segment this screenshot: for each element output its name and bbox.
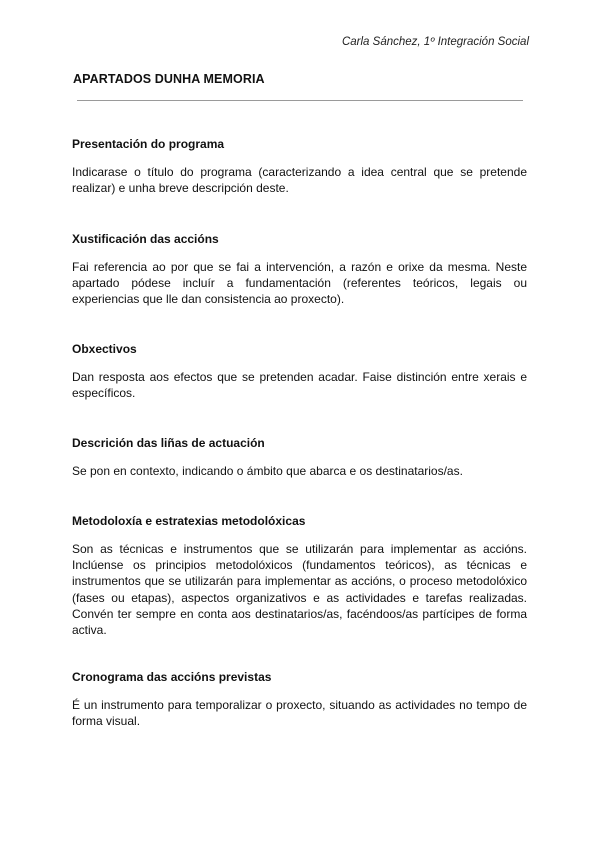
section-heading: Metodoloxía e estratexias metodolóxicas: [72, 514, 306, 528]
section-obxectivos: [72, 342, 527, 401]
section-body: É un instrumento para temporalizar o proxecto, situando as actividades no tempo de forma visual.: [72, 698, 527, 729]
section-presentacion: [72, 137, 527, 196]
section-heading: Presentación do programa: [72, 137, 225, 151]
header-author: Carla Sánchez, 1º Integración Social: [341, 36, 529, 48]
section-xustificacion: [72, 232, 527, 308]
section-metodoloxia: [72, 514, 527, 638]
section-heading: Xustificación das accións: [72, 232, 219, 246]
section-body: Fai referencia ao por que se fai a intervención, a razón e orixe da mesma. Neste apartado pódese incluír a fundamentación (referentes teóricos, legais ou experiencias que lle dan consistencia ao proxecto).: [72, 260, 527, 307]
section-body: Son as técnicas e instrumentos que se utilizarán para implementar as accións. Inclúense os principios metodolóxicos (fundamentos teóricos), as técnicas e instrumentos que se utilizarán para implementar as accións, o proceso metodolóxico (fases ou etapas), aspectos organizativos e as actividades e tarefas realizadas. Convén ter sempre en conta aos destinatarios/as, facéndoos/as partícipes de forma activa.: [72, 542, 527, 638]
section-body: Dan resposta aos efectos que se pretenden acadar. Faise distinción entre xerais e específicos.: [72, 370, 527, 401]
document-title: APARTADOS DUNHA MEMORIA: [73, 72, 265, 86]
section-heading: Obxectivos: [72, 342, 137, 356]
section-cronograma: [72, 670, 527, 729]
section-body: Indicarase o título do programa (caracterizando a idea central que se pretende realizar) e unha breve descripción deste.: [72, 165, 527, 196]
title-divider: [77, 100, 523, 101]
section-descricion: [72, 436, 527, 479]
section-body: Se pon en contexto, indicando o ámbito que abarca e os destinatarios/as.: [72, 464, 463, 478]
section-heading: Descrición das liñas de actuación: [72, 436, 265, 450]
section-heading: Cronograma das accións previstas: [72, 670, 272, 684]
